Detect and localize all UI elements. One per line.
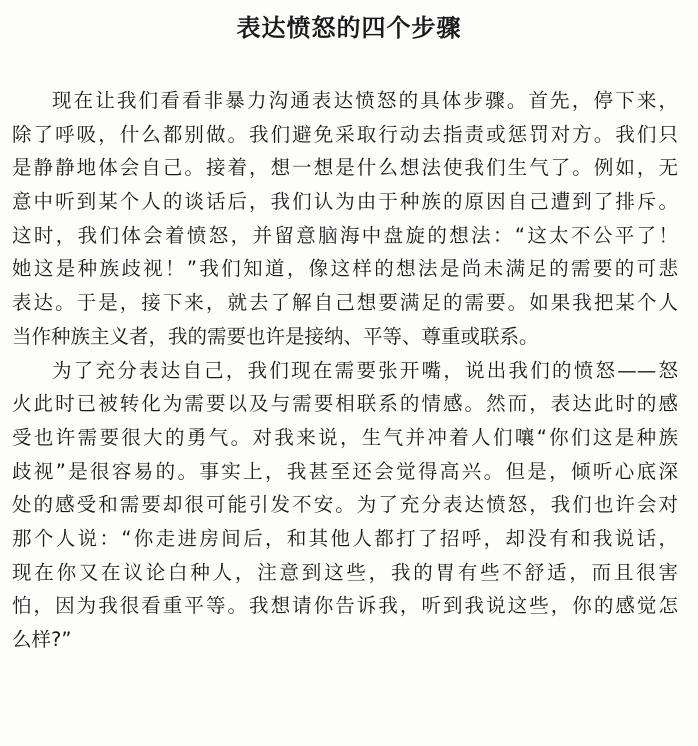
text-line: 受也许需要很大的勇气。对我来说，生气并冲着人们嚷“你们这是种族 [12, 425, 678, 449]
text-line: 歧视”是很容易的。事实上，我甚至还会觉得高兴。但是，倾听心底深 [12, 459, 678, 483]
document-body [12, 84, 678, 657]
document-title: 表达愤怒的四个步骤 [236, 14, 462, 42]
paragraph-1 [12, 84, 678, 354]
text-line: 处的感受和需要却很可能引发不安。为了充分表达愤怒，我们也许会对 [12, 493, 678, 517]
text-line: 意中听到某个人的谈话后，我们认为由于种族的原因自己遭到了排斥。 [12, 190, 678, 214]
text-line: 是静静地体会自己。接着，想一想是什么想法使我们生气了。例如，无 [12, 156, 678, 180]
text-line: 现在你又在议论白种人，注意到这些，我的胃有些不舒适，而且很害 [12, 560, 678, 584]
text-line: 怕，因为我很看重平等。我想请你告诉我，听到我说这些，你的感觉怎 [12, 594, 678, 618]
text-line: 当作种族主义者，我的需要也许是接纳、平等、尊重或联系。 [12, 324, 539, 348]
text-line: 那个人说：“你走进房间后，和其他人都打了招呼，却没有和我说话， [12, 526, 678, 550]
text-line: 现在让我们看看非暴力沟通表达愤怒的具体步骤。首先，停下来， [52, 89, 678, 112]
text-line: 除了呼吸，什么都别做。我们避免采取行动去指责或惩罚对方。我们只 [12, 122, 678, 146]
text-line: 她这是种族歧视！”我们知道，像这样的想法是尚未满足的需要的可悲 [12, 257, 678, 281]
paragraph-2 [12, 354, 678, 657]
text-line: 么样?” [12, 628, 72, 651]
text-line: 火此时已被转化为需要以及与需要相联系的情感。然而，表达此时的感 [12, 392, 678, 416]
text-line: 表达。于是，接下来，就去了解自己想要满足的需要。如果我把某个人 [12, 291, 678, 315]
text-line: 为了充分表达自己，我们现在需要张开嘴，说出我们的愤怒——怒 [52, 358, 678, 382]
text-line: 这时，我们体会着愤怒，并留意脑海中盘旋的想法：“这太不公平了！ [12, 223, 678, 247]
